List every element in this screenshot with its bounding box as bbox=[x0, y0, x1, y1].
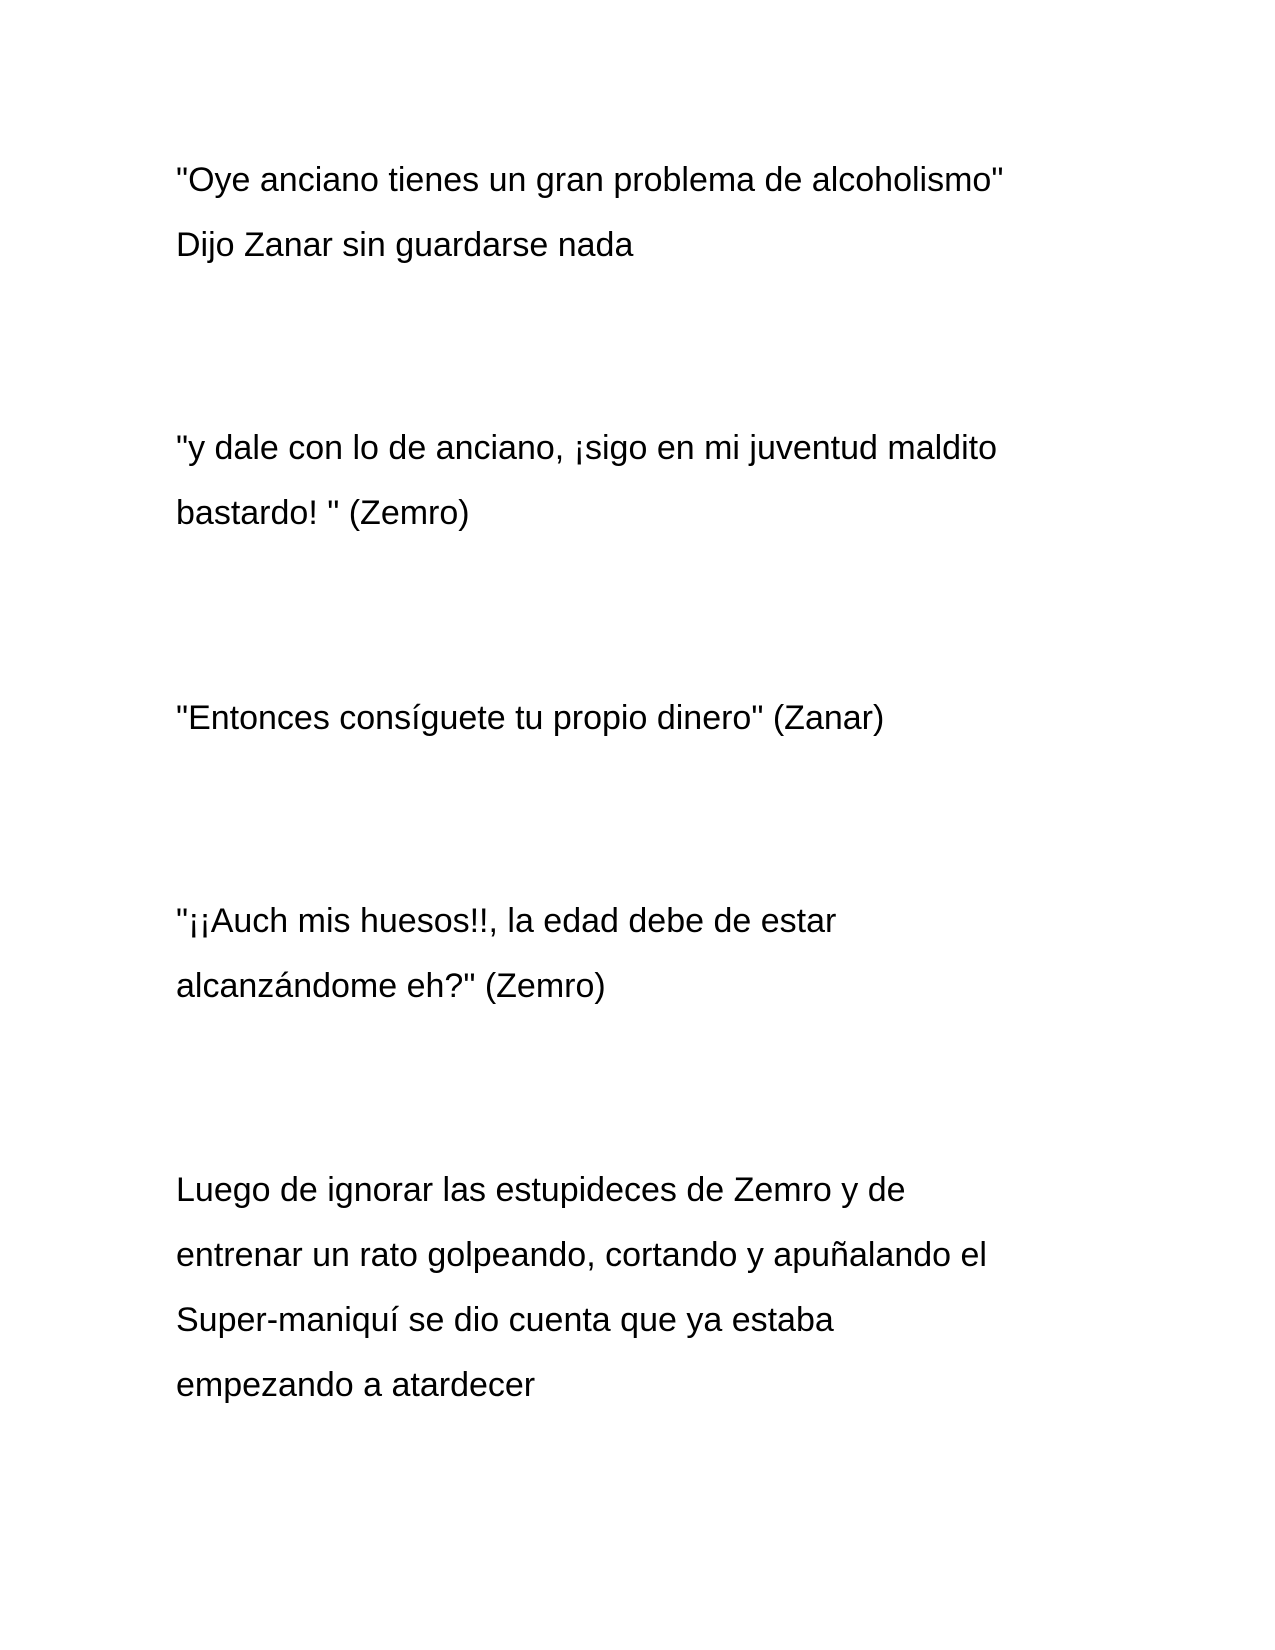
text-line: Luego de ignorar las estupideces de Zemro y de bbox=[176, 1171, 906, 1209]
text-line: "¡¡Auch mis huesos!!, la edad debe de estar bbox=[176, 902, 837, 940]
text-line: Super-maniquí se dio cuenta que ya estaba bbox=[176, 1301, 834, 1339]
paragraph-dialogue-zemro-2 bbox=[176, 889, 1096, 1019]
text-line: "Entonces consíguete tu propio dinero" (Zanar) bbox=[176, 699, 885, 737]
paragraph-dialogue-zemro-1 bbox=[176, 416, 1096, 546]
text-line: alcanzándome eh?" (Zemro) bbox=[176, 967, 606, 1005]
paragraph-narration bbox=[176, 1158, 1096, 1418]
text-line: entrenar un rato golpeando, cortando y apuñalando el bbox=[176, 1236, 987, 1274]
text-line: "y dale con lo de anciano, ¡sigo en mi juventud maldito bbox=[176, 429, 997, 467]
paragraph-dialogue-zanar-1 bbox=[176, 148, 1096, 278]
text-line: Dijo Zanar sin guardarse nada bbox=[176, 226, 634, 264]
text-line: bastardo! " (Zemro) bbox=[176, 494, 470, 532]
text-line: empezando a atardecer bbox=[176, 1366, 536, 1404]
text-line: "Oye anciano tienes un gran problema de alcoholismo" bbox=[176, 161, 1004, 199]
paragraph-dialogue-zanar-2 bbox=[176, 686, 1096, 751]
